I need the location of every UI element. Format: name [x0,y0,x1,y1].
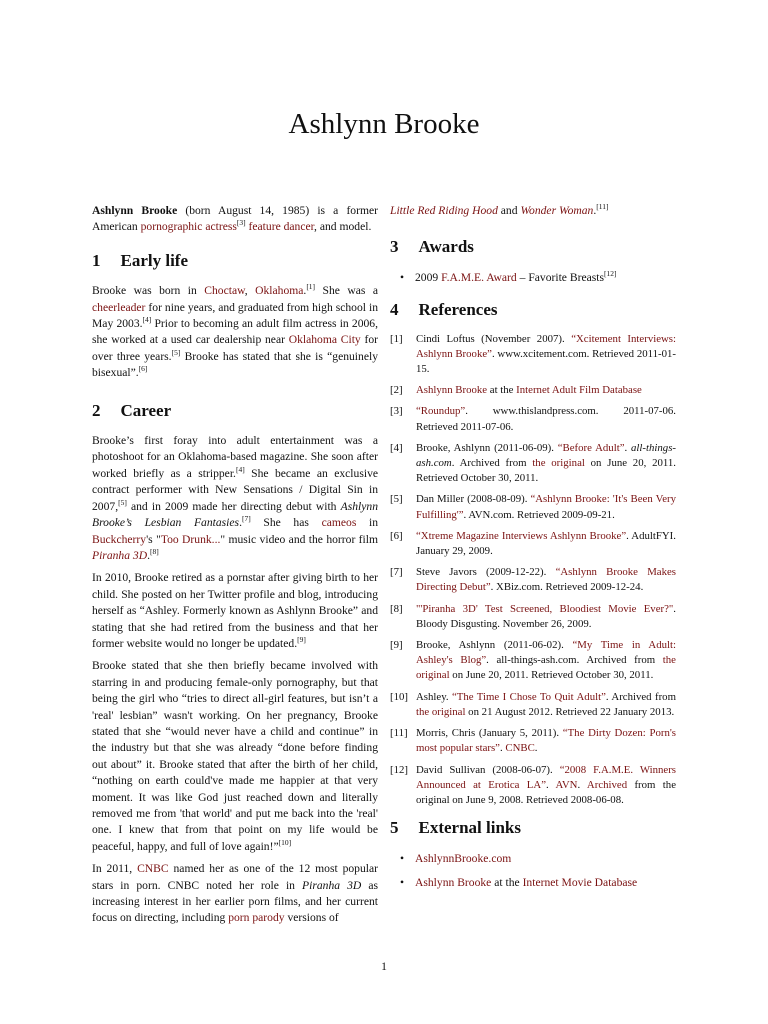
link-ashlynnbrooke-com[interactable]: AshlynnBrooke.com [415,851,512,865]
citation-4[interactable]: [4] [235,464,245,474]
right-column [390,203,676,899]
intro-paragraph: Ashlynn Brooke (born August 14, 1985) is a former American pornographic actress[3] feature dancer, and model. [92,204,378,234]
link-piranha-3d[interactable]: Piranha 3D [92,548,148,562]
career-paragraph-2: In 2010, Brooke retired as a pornstar after giving birth to her child. She posted on her Twitter profile and blog, introducing herself as “Ashley. Formerly known as Ashlynn Brooke” and stating that she had retired from the business and that her former website would no longer be updated.[9] [92,571,378,650]
page-title: Ashlynn Brooke [288,108,480,140]
link-too-drunk[interactable]: Too Drunk... [160,532,221,546]
reference-7: [7] Steve Javors (2009-12-22). “Ashlynn Brooke Makes Directing Debut”. XBiz.com. Retrieved 2009-12-24. [390,566,676,594]
link-cheerleader[interactable]: cheerleader [92,300,146,314]
awards-list [390,270,676,286]
link-porn-parody[interactable]: porn parody [228,911,285,925]
subject-name: Ashlynn Brooke [92,204,178,217]
link-cnbc[interactable]: CNBC [137,862,169,876]
heading-early-life: 1 Early life [92,250,189,270]
citation-9[interactable]: [9] [297,634,306,644]
citation-11[interactable]: [11] [596,202,609,211]
citation-6[interactable]: [6] [138,364,148,374]
reference-10: [10] Ashley. “The Time I Chose To Quit Adult”. Archived from the original on 21 August 2012. Retrieved 22 January 2013. [390,690,676,718]
citation-8[interactable]: [8] [149,546,159,556]
reference-8: [8] "'Piranha 3D' Test Screened, Bloodiest Movie Ever?". Bloody Disgusting. November 26, 2009. [390,602,676,630]
list-item: • Ashlynn Brooke at the Internet Movie Database [390,875,676,891]
link-choctaw[interactable]: Choctaw [204,284,245,298]
heading-awards: 3 Awards [390,237,474,257]
heading-references: 4 References [390,300,498,320]
external-links-list [390,851,676,892]
citation-3[interactable]: [3] [236,218,246,228]
reference-6: [6] “Xtreme Magazine Interviews Ashlynn Brooke”. AdultFYI. January 29, 2009. [390,529,676,558]
citation-10[interactable]: [10] [278,837,292,847]
heading-external-links: 5 External links [390,818,521,838]
reference-12: [12] David Sullivan (2008-06-07). “2008 F.A.M.E. Winners Announced at Erotica LA”. AVN. Archived from the original on June 9, 2008. Retrieved 2008-06-08. [390,763,676,806]
link-ashlynn-brooke-imdb[interactable]: Ashlynn Brooke [415,875,492,889]
link-wonder-woman[interactable]: Wonder Woman [520,204,594,217]
reference-1: [1] Cindi Loftus (November 2007). “Xcitement Interviews: Ashlynn Brooke”. www.xcitement.com. Retrieved 2011-01-15. [390,332,677,376]
citation-5[interactable]: [5] [118,497,127,507]
early-life-paragraph: Brooke was born in Choctaw, Oklahoma.[1] She was a cheerleader for nine years, and graduated from high school in May 2003.[4] Prior to becoming an adult film actress in 2006, she worked at a used car dealership near Oklahoma City for over three years.[5] Brooke has stated that she is “genuinely bisexual”.[6] [92,282,379,380]
reference-11: [11] Morris, Chris (January 5, 2011). “The Dirty Dozen: Porn's most popular stars”. CNBC. [390,727,676,755]
link-buckcherry[interactable]: Buckcherry [92,532,147,546]
link-cameos[interactable]: cameos [321,516,357,530]
citation-12[interactable]: [12] [603,268,617,278]
career-paragraph-4-continued: Little Red Riding Hood and Wonder Woman.[11] [390,202,609,217]
reference-9: [9] Brooke, Ashlynn (2011-06-02). “My Time in Adult: Ashley's Blog”. all-things-ash.com. Archived from the original on June 20, 2011. Retrieved October 30, 2011. [390,639,677,682]
reference-3: [3] “Roundup”. www.thislandpress.com. 2011-07-06. Retrieved 2011-07-06. [390,405,676,433]
citation-7[interactable]: [7] [241,514,251,524]
list-item [390,851,676,867]
link-oklahoma-city[interactable]: Oklahoma City [288,333,361,347]
link-pornographic-actress[interactable]: pornographic actress [140,220,237,234]
link-internet-movie-database[interactable]: Internet Movie Database [522,875,638,889]
left-column [92,203,378,933]
list-item: • 2009 F.A.M.E. Award – Favorite Breasts[12] [390,270,676,286]
career-paragraph-4: In 2011, CNBC named her as one of the 12 most popular stars in porn. CNBC noted her role in Piranha 3D as increasing interest in her earlier porn films, and her current focus on directing, including porn parody versions of [92,862,378,925]
reference-5: [5] Dan Miller (2008-08-09). “Ashlynn Brooke: 'It's Been Very Fulfilling'”. AVN.com. Retrieved 2009-09-21. [390,493,676,521]
reference-4: [4] Brooke, Ashlynn (2011-06-09). “Before Adult”. all-things-ash.com. Archived from the original on June 20, 2011. Retrieved October 30, 2011. [390,441,676,485]
citation-4[interactable]: [4] [142,315,152,325]
references-list [390,332,676,808]
link-oklahoma[interactable]: Oklahoma [255,284,304,298]
citation-1[interactable]: [1] [306,282,316,292]
link-little-red-riding-hood[interactable]: Little Red Riding Hood [390,204,498,217]
link-fame-award[interactable]: F.A.M.E. Award [441,270,517,284]
page-number: 1 [381,960,387,973]
citation-5[interactable]: [5] [171,347,181,357]
career-paragraph-3: Brooke stated that she then briefly became involved with starring in and producing female-only pornography, but that being the girl who “tries to direct all-girl features, but isn’t a 'real' lesbian” wasn't working. On her pregnancy, Brooke stated that she “would never have a child and continue” in the industry but that she was already “done before finding out about” it. Brooke stated that after the birth of her child, “nothing on earth could've made me happier at that very moment. It was like God just reached down and literally removed me from 'that world' and put me back into the 'real' one. I knew that from that point on my life would be peaceful, happy, and full of love again!”[10] [92,659,378,853]
link-feature-dancer[interactable]: feature dancer [248,220,315,234]
career-paragraph-1: Brooke’s first foray into adult entertainment was a photoshoot for an Oklahoma-based magazine. She soon after worked briefly as a stripper.[4] She became an exclusive contract performer with New Sensations / Digital Sin in 2007,[5] and in 2009 made her directing debut with Ashlynn Brooke’s Lesbian Fantasies.[7] She has cameos in Buckcherry's "Too Drunk..." music video and the horror film Piranha 3D.[8] [92,434,379,562]
heading-career: 2 Career [92,400,172,420]
reference-2: [2] Ashlynn Brooke at the Internet Adult Film Database [390,384,642,397]
